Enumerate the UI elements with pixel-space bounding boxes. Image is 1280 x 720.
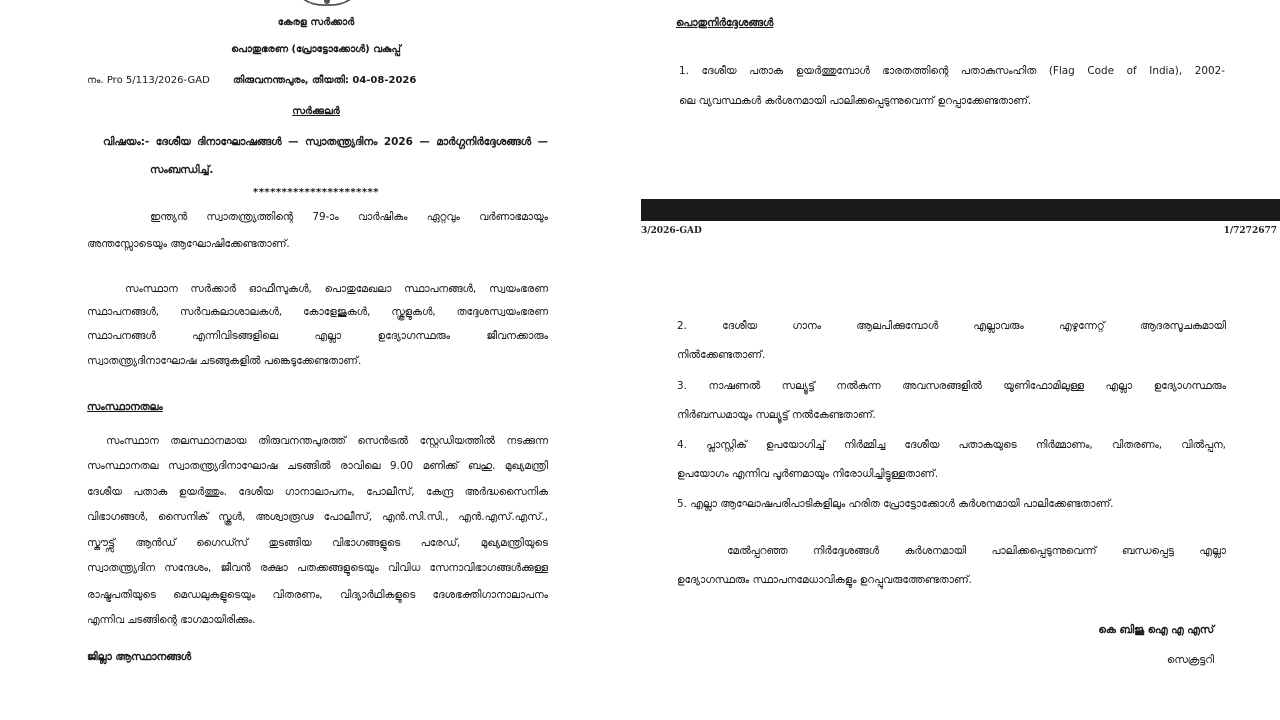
section-title: സർക്കുലർ [292,106,340,117]
instruction-1-line-1: 1. ദേശീയ പതാക ഉയർത്തുമ്പോൾ ഭാരതത്തിന്റെ പതാകസംഹിത (Flag Code of India), 2002- [679,65,1225,77]
paragraph-3-line-3: ദേശീയ പതാക ഉയർത്തും. ദേശീയ ഗാനാലാപനം, പോലീസ്, കേന്ദ്ര അർദ്ധസൈനിക [87,486,548,498]
place-and-date: തിരുവനന്തപുരം, തീയതി: 04-08-2026 [233,75,417,86]
paragraph-2-line-3: സ്ഥാപനങ്ങൾ എന്നിവിടങ്ങളിലെ എല്ലാ ഉദ്യോഗസ്ഥരും ജീവനക്കാരും [87,330,548,342]
paragraph-3-line-1: സംസ്ഥാന തലസ്ഥാനമായ തിരുവനന്തപുരത്ത് സെൻട്രൽ സ്റ്റേഡിയത്തിൽ നടക്കുന്ന [106,435,548,447]
scan-divider-bar [641,199,1280,221]
instruction-2-line-2: നിൽക്കേണ്ടതാണ്. [677,349,766,361]
heading-district: ജില്ലാ ആസ്ഥാനങ്ങൾ [87,651,192,663]
instruction-4-line-1: 4. പ്ലാസ്റ്റിക് ഉപയോഗിച്ച് നിർമ്മിച്ച ദേശീയ പതാകയുടെ നിർമ്മാണം, വിതരണം, വിൽപ്പന, [677,439,1226,451]
paragraph-3-line-4: വിഭാഗങ്ങൾ, സൈനിക് സ്കൂൾ, അശ്വാരൂഢ പോലീസ്, എൻ.സി.സി., എൻ.എസ്.എസ്., [87,511,548,523]
paragraph-2-line-2: സ്ഥാപനങ്ങൾ, സർവകലാശാലകൾ, കോളേജുകൾ, സ്കൂളുകൾ, തദ്ദേശസ്വയംഭരണ [87,306,548,318]
paragraph-3-line-5: സ്കൗട്ട്സ് ആൻഡ് ഗൈഡ്സ് തുടങ്ങിയ വിഭാഗങ്ങളുടെ പരേഡ്, മുഖ്യമന്ത്രിയുടെ [87,537,548,549]
instruction-4-line-2: ഉപയോഗം എന്നിവ പൂർണമായും നിരോധിച്ചിട്ടുള്ളതാണ്. [677,468,939,480]
signatory-designation: സെക്രട്ടറി [1166,654,1214,666]
paragraph-3-line-2: സംസ്ഥാനതല സ്വാതന്ത്ര്യദിനാഘോഷ ചടങ്ങിൽ രാവിലെ 9.00 മണിക്ക് ബഹു. മുഖ്യമന്ത്രി [87,460,548,472]
heading-state-level: സംസ്ഥാനതലം [87,401,163,413]
page-header-file-number: 3/2026-GAD [641,226,702,236]
paragraph-3-line-6: സ്വാതന്ത്ര്യദിന സന്ദേശം, ജീവൻ രക്ഷാ പതക്കങ്ങളുടെയും വിവിധ സേനാവിഭാഗങ്ങൾക്കുള്ള [87,562,548,574]
instruction-3-line-2: നിർബന്ധമായും സല്യൂട്ട് നൽകേണ്ടതാണ്. [677,409,876,421]
paragraph-3-line-7: രാഷ്ട്രപതിയുടെ മെഡലുകളുടെയും വിതരണം, വിദ്യാർഥികളുടെ ദേശഭക്തിഗാനാലാപനം [87,589,548,601]
instruction-2-line-1: 2. ദേശീയ ഗാനം ആലപിക്കുമ്പോൾ എല്ലാവരും എഴുന്നേറ്റ് ആദരസൂചകമായി [677,320,1226,332]
state-emblem-icon [298,0,356,8]
heading-general-instructions: പൊതുനിർദ്ദേശങ്ങൾ [676,17,774,29]
subject-line: വിഷയം:- ദേശീയ ദിനാഘോഷങ്ങൾ — സ്വാതന്ത്ര്യദിനം 2026 — മാർഗ്ഗനിർദ്ദേശങ്ങൾ — [103,136,548,148]
closing-line-1: മേൽപ്പറഞ്ഞ നിർദ്ദേശങ്ങൾ കർശനമായി പാലിക്കപ്പെടുന്നുവെന്ന് ബന്ധപ്പെട്ട എല്ലാ [727,545,1226,557]
subject-continuation: സംബന്ധിച്ച്. [150,164,214,176]
signatory-name: കെ ബിജു ഐ എ എസ് [1098,624,1214,636]
paragraph-2-line-1: സംസ്ഥാന സർക്കാർ ഓഫീസുകൾ, പൊതുമേഖലാ സ്ഥാപനങ്ങൾ, സ്വയംഭരണ [125,283,548,295]
government-name: കേരള സർക്കാർ [277,17,355,28]
paragraph-3-line-8: എന്നിവ ചടങ്ങിന്റെ ഭാഗമായിരിക്കും. [87,614,256,626]
reference-number: നം. Pro 5/113/2026-GAD [87,75,210,86]
department-name: പൊതുഭരണ (പ്രോട്ടോക്കോൾ) വകുപ്പ് [231,44,401,55]
page-header-doc-number: 1/7272677 [1223,226,1277,236]
instruction-1-line-2: ലെ വ്യവസ്ഥകൾ കർശനമായി പാലിക്കപ്പെടുന്നുവെന്ന് ഉറപ്പാക്കേണ്ടതാണ്. [679,95,1032,107]
separator: ********************** [252,187,380,198]
instruction-3-line-1: 3. നാഷണൽ സല്യൂട്ട് നൽകുന്ന അവസരങ്ങളിൽ യൂണിഫോമിലുള്ള എല്ലാ ഉദ്യോഗസ്ഥരും [677,380,1226,392]
circular-page-2 [641,0,1280,720]
circular-page-1 [0,0,632,720]
closing-line-2: ഉദ്യോഗസ്ഥരും സ്ഥാപനമേധാവികളും ഉറപ്പുവരുത്തേണ്ടതാണ്. [677,574,972,586]
paragraph-2-line-4: സ്വാതന്ത്ര്യദിനാഘോഷ ചടങ്ങുകളിൽ പങ്കെടുക്കേണ്ടതാണ്. [87,355,362,367]
instruction-5: 5. എല്ലാ ആഘോഷപരിപാടികളിലും ഹരിത പ്രോട്ടോക്കോൾ കർശനമായി പാലിക്കേണ്ടതാണ്. [677,498,1114,510]
paragraph-1-line-1: ഇന്ത്യൻ സ്വാതന്ത്ര്യത്തിന്റെ 79-ാം വാർഷികം ഏറ്റവും വർണാഭമായും [150,211,548,223]
paragraph-1-line-2: അന്തസ്സോടെയും ആഘോഷിക്കേണ്ടതാണ്. [87,238,290,250]
